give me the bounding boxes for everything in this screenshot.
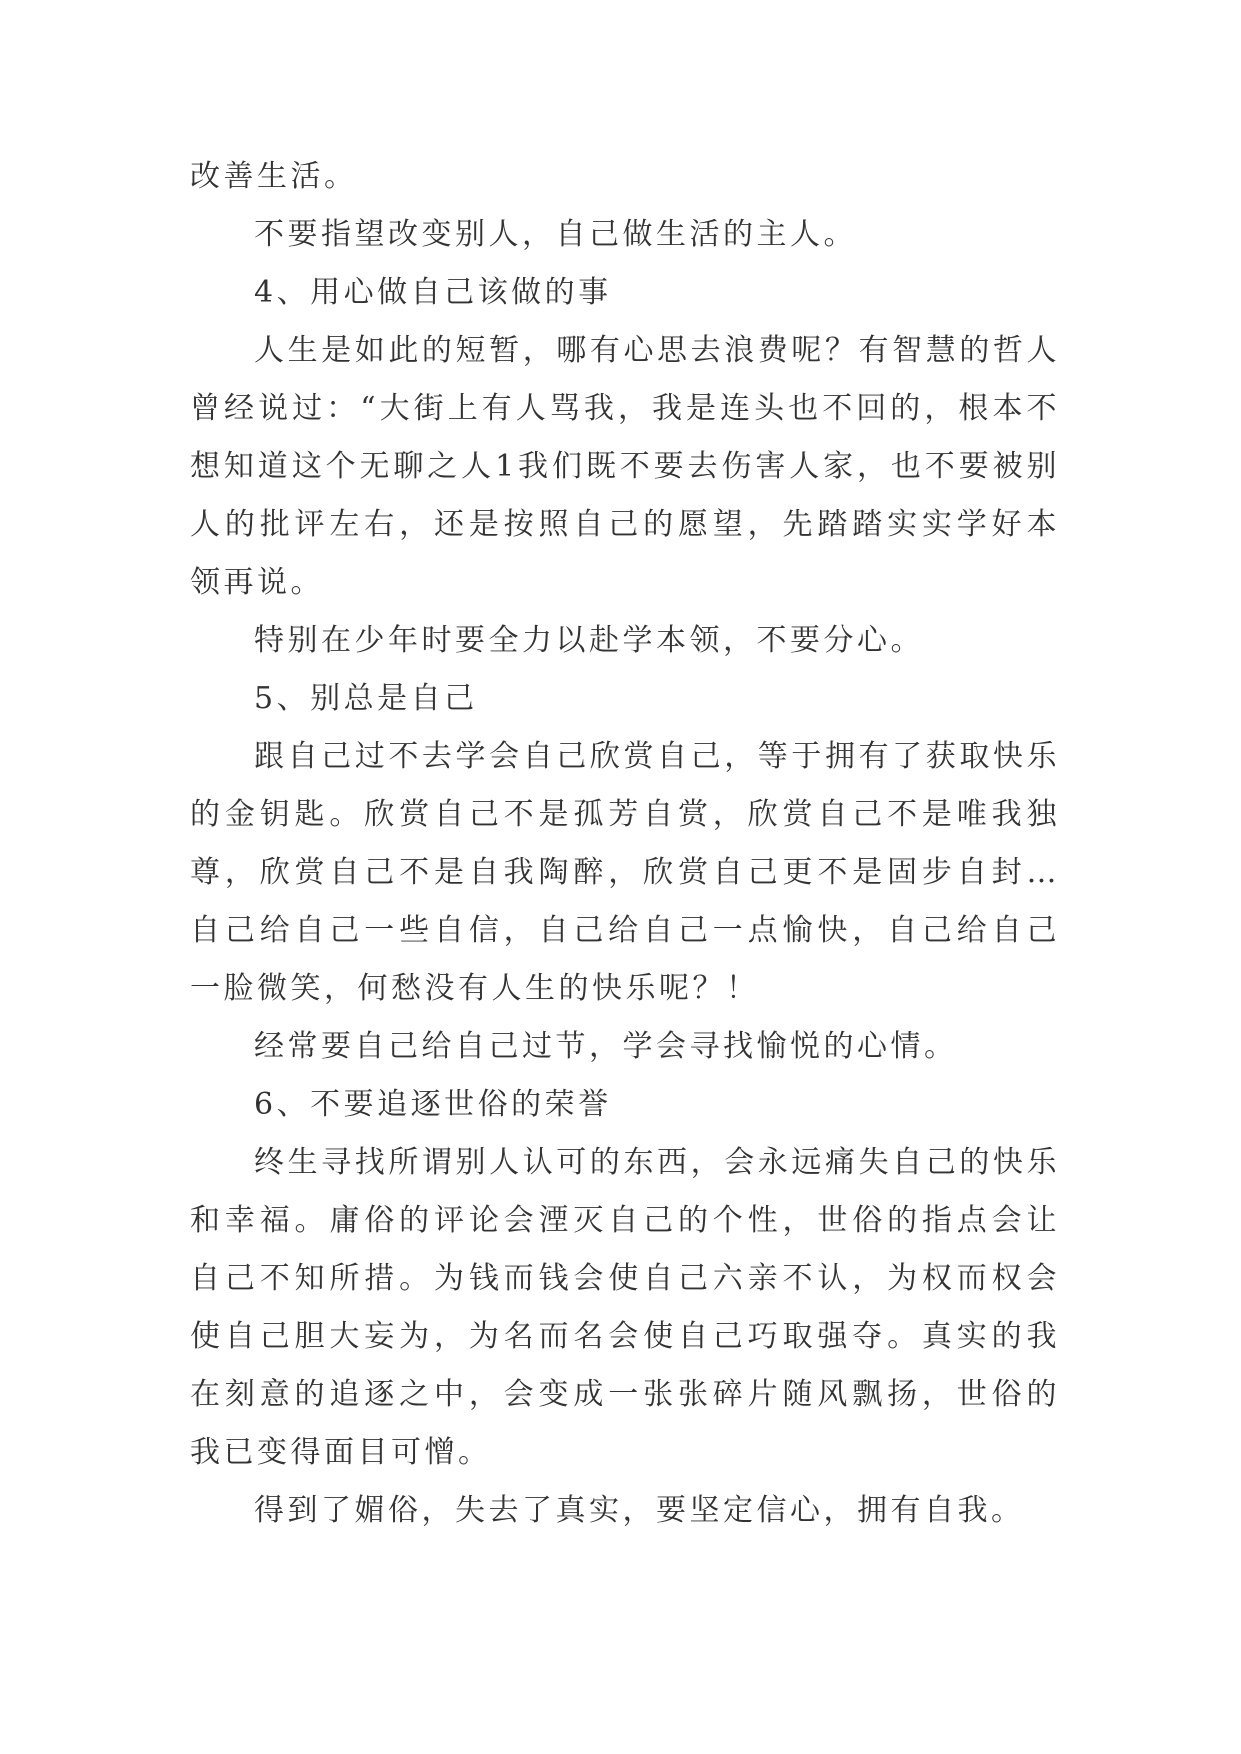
paragraph: 跟自己过不去学会自己欣赏自己，等于拥有了获取快乐的金钥匙。欣赏自己不是孤芳自赏，欣赏自己不是唯我独尊，欣赏自己不是自我陶醉，欣赏自己更不是固步自封…自己给自己一些自信，自己给自己一点愉快，自己给自己一脸微笑，何愁没有人生的快乐呢？！	[190, 739, 1060, 1006]
paragraph: 经常要自己给自己过节，学会寻找愉悦的心情。	[254, 1029, 958, 1064]
paragraph: 人生是如此的短暂，哪有心思去浪费呢？有智慧的哲人曾经说过：“大街上有人骂我，我是连头也不回的，根本不想知道这个无聊之人1我们既不要去伤害人家，也不要被别人的批评左右，还是按照自己的愿望，先踏踏实实学好本领再说。	[190, 333, 1060, 600]
paragraph: 特别在少年时要全力以赴学本领，不要分心。	[254, 623, 924, 658]
section-heading-6: 6、不要追逐世俗的荣誉	[254, 1087, 612, 1122]
section-heading-4: 4、用心做自己该做的事	[254, 275, 612, 310]
document-body	[190, 148, 1060, 1540]
paragraph: 得到了媚俗，失去了真实，要坚定信心，拥有自我。	[254, 1493, 1025, 1528]
section-heading-5: 5、别总是自己	[254, 681, 478, 716]
paragraph-continuation: 改善生活。	[190, 159, 358, 194]
paragraph: 不要指望改变别人，自己做生活的主人。	[254, 217, 857, 252]
paragraph: 终生寻找所谓别人认可的东西，会永远痛失自己的快乐和幸福。庸俗的评论会湮灭自己的个性，世俗的指点会让自己不知所措。为钱而钱会使自己六亲不认，为权而权会使自己胆大妄为，为名而名会使自己巧取强夺。真实的我在刻意的追逐之中，会变成一张张碎片随风飘扬，世俗的我已变得面目可憎。	[190, 1145, 1060, 1470]
